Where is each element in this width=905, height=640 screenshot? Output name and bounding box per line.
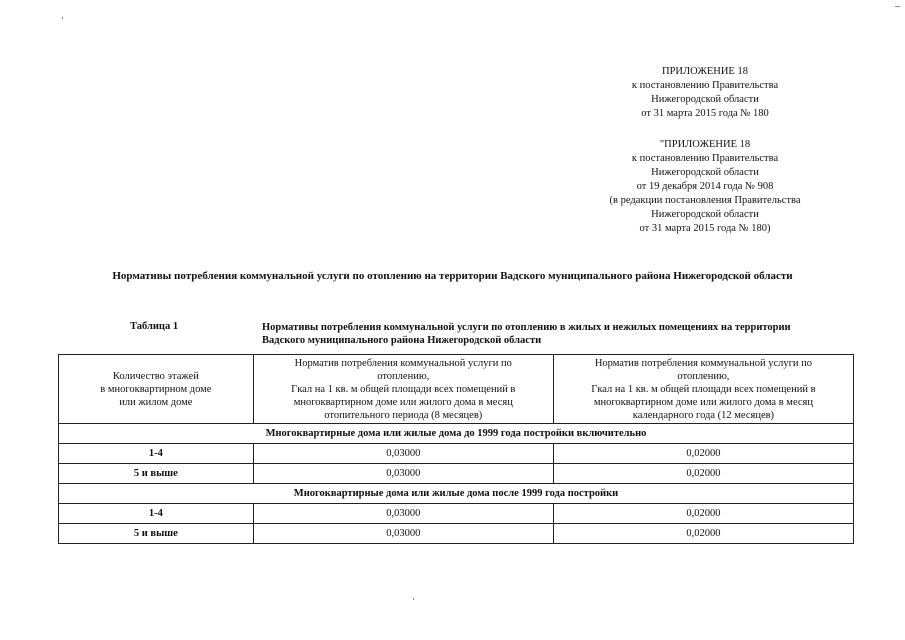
header-line: Нижегородской области (651, 94, 759, 105)
table-row (59, 464, 854, 484)
header-line: от 19 декабря 2014 года № 908 (636, 181, 774, 192)
norms-table (58, 354, 854, 544)
header-line: к постановлению Правительства (631, 153, 779, 164)
table-caption: Нормативы потребления коммунальной услуги по отоплению в жилых и нежилых помещениях на территории Вадского муниципального района Нижегородской области (262, 322, 791, 346)
norm-12-cell: 0,02000 (553, 524, 853, 544)
header-line: Нижегородской области (651, 167, 759, 178)
header-line: Нижегородской области (651, 209, 759, 220)
table-header-row (59, 355, 854, 424)
column-header-floors: Количество этажей в многоквартирном доме или жилом доме (59, 355, 254, 424)
table-row (59, 504, 854, 524)
norm-12-cell: 0,02000 (553, 464, 853, 484)
header-line: "ПРИЛОЖЕНИЕ 18 (659, 139, 751, 150)
norm-8-cell: 0,03000 (253, 444, 553, 464)
floors-cell: 1-4 (59, 444, 254, 464)
table-row (59, 444, 854, 464)
section-title: Многоквартирные дома или жилые дома до 1999 года постройки включительно (59, 424, 854, 444)
appendix-original-header (560, 138, 850, 236)
section-row (59, 424, 854, 444)
floors-cell: 1-4 (59, 504, 254, 524)
header-line: к постановлению Правительства (631, 80, 779, 91)
norm-8-cell: 0,03000 (253, 524, 553, 544)
table-row (59, 524, 854, 544)
norm-8-cell: 0,03000 (253, 504, 553, 524)
header-line: от 31 марта 2015 года № 180) (639, 223, 771, 234)
scan-speck (413, 598, 414, 600)
header-line: от 31 марта 2015 года № 180 (641, 108, 769, 119)
norm-12-cell: 0,02000 (553, 504, 853, 524)
floors-cell: 5 и выше (59, 524, 254, 544)
table-label: Таблица 1 (130, 321, 179, 332)
norm-12-cell: 0,02000 (553, 444, 853, 464)
norm-8-cell: 0,03000 (253, 464, 553, 484)
header-line: ПРИЛОЖЕНИЕ 18 (662, 66, 748, 77)
floors-cell: 5 и выше (59, 464, 254, 484)
column-header-heating-period: Норматив потребления коммунальной услуги по отоплению, Гкал на 1 кв. м общей площади всех помещений в многоквартирном доме или жилого дома в месяц отопительного периода (8 месяцев) (253, 355, 553, 424)
section-row (59, 484, 854, 504)
document-title: Нормативы потребления коммунальной услуги по отоплению на территории Вадского муниципального района Нижегородской области (112, 270, 793, 282)
column-header-calendar-year: Норматив потребления коммунальной услуги по отоплению, Гкал на 1 кв. м общей площади всех помещений в многоквартирном доме или жилого дома в месяц календарного года (12 месяцев) (553, 355, 853, 424)
section-title: Многоквартирные дома или жилые дома после 1999 года постройки (59, 484, 854, 504)
scan-speck (62, 17, 63, 19)
appendix-current-header (560, 65, 850, 121)
header-line: (в редакции постановления Правительства (609, 195, 801, 206)
scan-speck (895, 6, 900, 7)
